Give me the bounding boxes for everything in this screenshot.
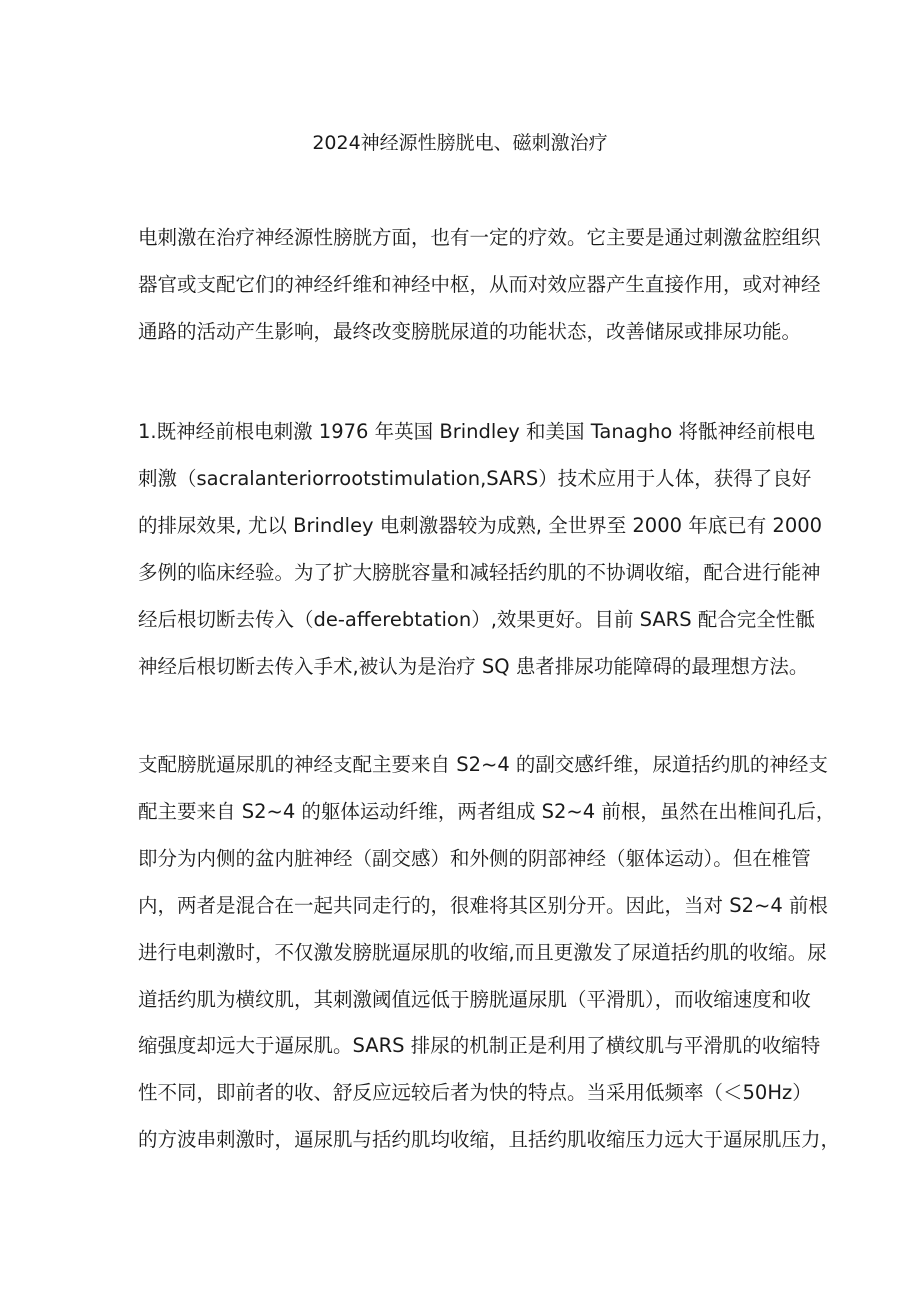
paragraph-3-line: 配主要来自 S2~4 的躯体运动纤维，两者组成 S2~4 前根，虽然在出椎间孔后， [138, 799, 836, 823]
paragraph-3-line: 内，两者是混合在一起共同走行的，很难将其区别分开。因此，当对 S2~4 前根 [138, 893, 828, 917]
paragraph-3-line: 缩强度却远大于逼尿肌。SARS 排尿的机制正是利用了横纹肌与平滑肌的收缩特 [138, 1034, 821, 1058]
paragraph-2-line: 神经后根切断去传入手术,被认为是治疗 SQ 患者排尿功能障碍的最理想方法。 [138, 654, 809, 678]
paragraph-3-line: 进行电刺激时，不仅激发膀胱逼尿肌的收缩,而且更激发了尿道括约肌的收缩。尿 [138, 940, 827, 964]
paragraph-2-line: 经后根切断去传入（de-afferebtation）,效果更好。目前 SARS 配合完全性骶 [138, 607, 815, 631]
paragraph-2-line: 1.既神经前根电刺激 1976 年英国 Brindley 和美国 Tanagho 将骶神经前根电 [138, 420, 816, 443]
paragraph-1-line: 电刺激在治疗神经源性膀胱方面，也有一定的疗效。它主要是通过刺激盆腔组织 [138, 226, 821, 249]
paragraph-1-line: 器官或支配它们的神经纤维和神经中枢，从而对效应器产生直接作用，或对神经 [138, 272, 821, 296]
paragraph-3-line: 性不同，即前者的收、舒反应远较后者为快的特点。当采用低频率（＜50Hz） [138, 1081, 812, 1105]
paragraph-3-line: 支配膀胱逼尿肌的神经支配主要来自 S2~4 的副交感纤维，尿道括约肌的神经支 [138, 753, 828, 776]
document-title: 2024神经源性膀胱电、磁刺激治疗 [312, 132, 608, 154]
paragraph-2-line: 的排尿效果, 尤以 Brindley 电刺激器较为成熟, 全世界至 2000 年底已有 2000 [138, 513, 823, 537]
paragraph-3-line: 的方波串刺激时，逼尿肌与括约肌均收缩，且括约肌收缩压力远大于逼尿肌压力， [138, 1128, 841, 1152]
paragraph-2-line: 刺激（sacralanteriorrootstimulation,SARS）技术应用于人体，获得了良好 [138, 466, 812, 490]
paragraph-2-line: 多例的临床经验。为了扩大膀胱容量和减轻括约肌的不协调收缩，配合进行能神 [138, 560, 821, 584]
paragraph-1-line: 通路的活动产生影响，最终改变膀胱尿道的功能状态，改善储尿或排尿功能。 [138, 319, 802, 343]
paragraph-3-line: 道括约肌为横纹肌，其刺激阈值远低于膀胱逼尿肌（平滑肌），而收缩速度和收 [138, 987, 811, 1011]
paragraph-3-line: 即分为内侧的盆内脏神经（副交感）和外侧的阴部神经（躯体运动）。但在椎管 [138, 846, 811, 870]
